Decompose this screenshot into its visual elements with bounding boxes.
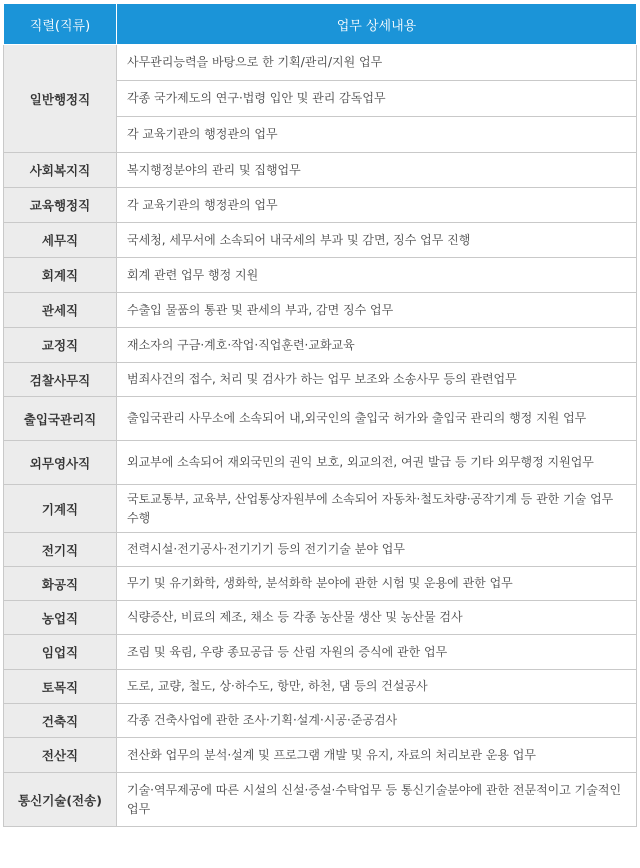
role-cell: 전산직	[4, 738, 117, 773]
header-role: 직렬(직류)	[4, 4, 117, 45]
detail-cell: 회계 관련 업무 행정 지원	[117, 258, 637, 293]
table-row	[4, 533, 637, 567]
table-row	[4, 567, 637, 601]
role-cell: 출입국관리직	[4, 397, 117, 441]
detail-cell: 사무관리능력을 바탕으로 한 기획/관리/지원 업무	[117, 45, 637, 81]
table-row	[4, 485, 637, 533]
table-row	[4, 188, 637, 223]
role-cell: 검찰사무직	[4, 363, 117, 397]
role-cell: 기계직	[4, 485, 117, 533]
role-cell: 교육행정직	[4, 188, 117, 223]
table-row	[4, 635, 637, 670]
role-cell: 세무직	[4, 223, 117, 258]
detail-cell: 도로, 교량, 철도, 상·하수도, 항만, 하천, 댐 등의 건설공사	[117, 670, 637, 704]
header-detail: 업무 상세내용	[117, 4, 637, 45]
role-cell: 일반행정직	[4, 45, 117, 153]
table-row	[4, 738, 637, 773]
role-cell: 회계직	[4, 258, 117, 293]
table-row	[4, 704, 637, 738]
detail-cell: 식량증산, 비료의 제조, 채소 등 각종 농산물 생산 및 농산물 검사	[117, 601, 637, 635]
table-row	[4, 773, 637, 827]
role-cell: 관세직	[4, 293, 117, 328]
role-cell: 임업직	[4, 635, 117, 670]
duties-table	[3, 3, 637, 827]
role-cell: 통신기술(전송)	[4, 773, 117, 827]
role-cell: 전기직	[4, 533, 117, 567]
detail-cell: 국세청, 세무서에 소속되어 내국세의 부과 및 감면, 징수 업무 진행	[117, 223, 637, 258]
role-cell: 화공직	[4, 567, 117, 601]
table-row	[4, 45, 637, 81]
table-row	[4, 441, 637, 485]
role-cell: 농업직	[4, 601, 117, 635]
detail-cell: 재소자의 구금·계호·작업·직업훈련·교화교육	[117, 328, 637, 363]
detail-cell: 무기 및 유기화학, 생화학, 분석화학 분야에 관한 시험 및 운용에 관한 업무	[117, 567, 637, 601]
role-cell: 건축직	[4, 704, 117, 738]
detail-cell: 수출입 물품의 통관 및 관세의 부과, 감면 징수 업무	[117, 293, 637, 328]
table-row	[4, 258, 637, 293]
detail-cell: 외교부에 소속되어 재외국민의 권익 보호, 외교의전, 여권 발급 등 기타 외무행정 지원업무	[117, 441, 637, 485]
table-row	[4, 601, 637, 635]
table-row	[4, 328, 637, 363]
table-row	[4, 397, 637, 441]
detail-cell: 전력시설·전기공사·전기기기 등의 전기기술 분야 업무	[117, 533, 637, 567]
detail-cell: 복지행정분야의 관리 및 집행업무	[117, 153, 637, 188]
detail-cell: 각 교육기관의 행정관의 업무	[117, 188, 637, 223]
role-cell: 외무영사직	[4, 441, 117, 485]
detail-cell: 국토교통부, 교육부, 산업통상자원부에 소속되어 자동차·철도차량·공작기계 등 관한 기술 업무 수행	[117, 485, 637, 533]
detail-cell: 전산화 업무의 분석·설계 및 프로그램 개발 및 유지, 자료의 처리보관 운용 업무	[117, 738, 637, 773]
detail-cell: 각종 국가제도의 연구·법령 입안 및 관리 감독업무	[117, 81, 637, 117]
role-cell: 사회복지직	[4, 153, 117, 188]
detail-cell: 출입국관리 사무소에 소속되어 내,외국인의 출입국 허가와 출입국 관리의 행정 지원 업무	[117, 397, 637, 441]
detail-cell: 범죄사건의 접수, 처리 및 검사가 하는 업무 보조와 소송사무 등의 관련업무	[117, 363, 637, 397]
table-row	[4, 670, 637, 704]
detail-cell: 조림 및 육림, 우량 종묘공급 등 산림 자원의 증식에 관한 업무	[117, 635, 637, 670]
detail-cell: 기술·역무제공에 따른 시설의 신설·증설·수탁업무 등 통신기술분야에 관한 전문적이고 기술적인 업무	[117, 773, 637, 827]
table-body	[4, 45, 637, 827]
table-row	[4, 223, 637, 258]
role-cell: 토목직	[4, 670, 117, 704]
table-row	[4, 153, 637, 188]
role-cell: 교정직	[4, 328, 117, 363]
table-row	[4, 363, 637, 397]
detail-cell: 각 교육기관의 행정관의 업무	[117, 117, 637, 153]
header-row	[4, 4, 637, 45]
table-row	[4, 293, 637, 328]
detail-cell: 각종 건축사업에 관한 조사·기획·설계·시공·준공검사	[117, 704, 637, 738]
